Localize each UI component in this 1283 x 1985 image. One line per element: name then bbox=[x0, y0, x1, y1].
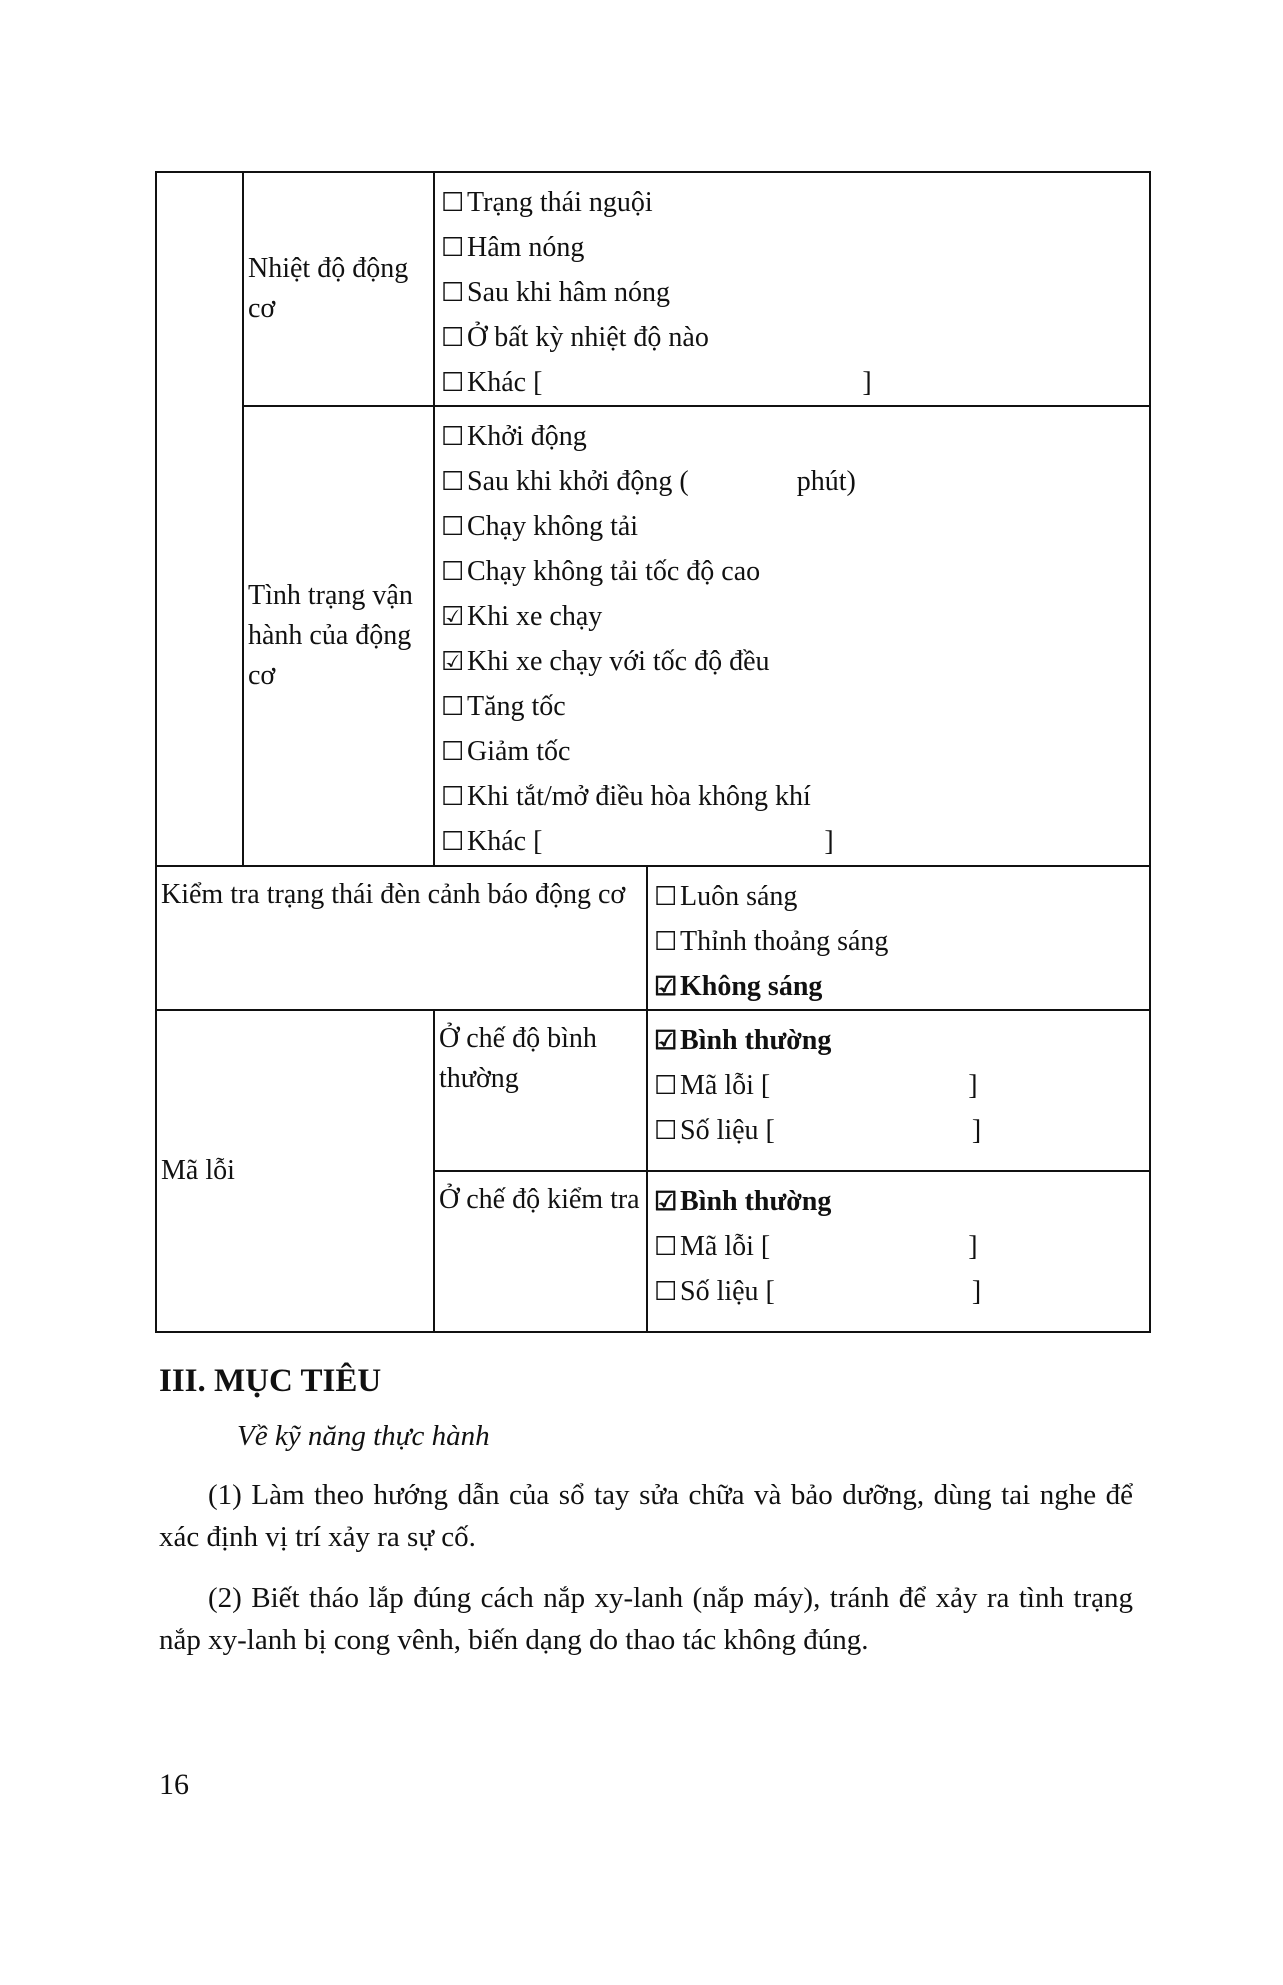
normal-mode-options bbox=[647, 1010, 1150, 1171]
test-mode-label: Ở chế độ kiểm tra bbox=[439, 1184, 640, 1215]
engine-state-options bbox=[434, 406, 1150, 866]
test-mode-label-cell bbox=[434, 1171, 647, 1332]
engine-state-label: Tình trạng vận hành của động cơ bbox=[248, 580, 413, 691]
engine-state-label-cell bbox=[243, 406, 434, 866]
checkbox-empty-icon[interactable]: ☐ bbox=[654, 1116, 678, 1145]
option-test-status[interactable]: ☑Bình thường bbox=[654, 1179, 1143, 1224]
option-cold[interactable]: ☐Trạng thái nguội bbox=[441, 180, 1143, 225]
error-code-label: Mã lỗi bbox=[161, 1155, 235, 1186]
option-not-on[interactable]: ☑Không sáng bbox=[654, 964, 1143, 1009]
diagnosis-form-table bbox=[155, 171, 1151, 1333]
checkbox-empty-icon[interactable]: ☐ bbox=[441, 692, 465, 721]
checkbox-checked-icon[interactable]: ☑ bbox=[441, 602, 465, 631]
section-heading: III. MỤC TIÊU bbox=[159, 1363, 382, 1399]
option-test-data[interactable]: ☐Số liệu [ ] bbox=[654, 1269, 1143, 1314]
paragraph-2: (2) Biết tháo lắp đúng cách nắp xy-lanh (nắp máy), tránh để xảy ra tình trạng nắp xy-lanh bị cong vênh, biến dạng do thao tác không đúng. bbox=[159, 1582, 1133, 1656]
checkbox-empty-icon[interactable]: ☐ bbox=[654, 1232, 678, 1261]
warning-light-label-cell bbox=[156, 866, 647, 1010]
option-ac-toggle[interactable]: ☐Khi tắt/mở điều hòa không khí bbox=[441, 774, 1143, 819]
normal-mode-label: Ở chế độ bình thường bbox=[439, 1023, 597, 1094]
checkbox-empty-icon[interactable]: ☐ bbox=[654, 882, 678, 911]
option-after-warming[interactable]: ☐Sau khi hâm nóng bbox=[441, 270, 1143, 315]
checkbox-empty-icon[interactable]: ☐ bbox=[441, 557, 465, 586]
option-any-temp[interactable]: ☐Ở bất kỳ nhiệt độ nào bbox=[441, 315, 1143, 360]
checkbox-empty-icon[interactable]: ☐ bbox=[441, 737, 465, 766]
option-normal-code[interactable]: ☐Mã lỗi [ ] bbox=[654, 1063, 1143, 1108]
option-other-state[interactable]: ☐Khác [ ] bbox=[441, 819, 1143, 864]
option-start[interactable]: ☐Khởi động bbox=[441, 414, 1143, 459]
checkbox-empty-icon[interactable]: ☐ bbox=[441, 827, 465, 856]
checkbox-checked-icon[interactable]: ☑ bbox=[441, 647, 465, 676]
paragraph-1: (1) Làm theo hướng dẫn của sổ tay sửa chữa và bảo dưỡng, dùng tai nghe để xác định vị trí xảy ra sự cố. bbox=[159, 1479, 1133, 1553]
option-constant-speed[interactable]: ☑Khi xe chạy với tốc độ đều bbox=[441, 639, 1143, 684]
option-test-code[interactable]: ☐Mã lỗi [ ] bbox=[654, 1224, 1143, 1269]
checkbox-empty-icon[interactable]: ☐ bbox=[654, 1071, 678, 1100]
option-accelerate[interactable]: ☐Tăng tốc bbox=[441, 684, 1143, 729]
blank-cell bbox=[156, 172, 243, 866]
option-always-on[interactable]: ☐Luôn sáng bbox=[654, 874, 1143, 919]
option-sometimes-on[interactable]: ☐Thỉnh thoảng sáng bbox=[654, 919, 1143, 964]
checkbox-empty-icon[interactable]: ☐ bbox=[441, 278, 465, 307]
option-driving[interactable]: ☑Khi xe chạy bbox=[441, 594, 1143, 639]
option-normal-status[interactable]: ☑Bình thường bbox=[654, 1018, 1143, 1063]
option-warming[interactable]: ☐Hâm nóng bbox=[441, 225, 1143, 270]
checkbox-empty-icon[interactable]: ☐ bbox=[441, 233, 465, 262]
checkbox-empty-icon[interactable]: ☐ bbox=[654, 927, 678, 956]
checkbox-empty-icon[interactable]: ☐ bbox=[441, 512, 465, 541]
checkbox-empty-icon[interactable]: ☐ bbox=[441, 467, 465, 496]
option-idle[interactable]: ☐Chạy không tải bbox=[441, 504, 1143, 549]
checkbox-empty-icon[interactable]: ☐ bbox=[441, 368, 465, 397]
option-decelerate[interactable]: ☐Giảm tốc bbox=[441, 729, 1143, 774]
error-code-label-cell bbox=[156, 1010, 434, 1332]
checkbox-empty-icon[interactable]: ☐ bbox=[441, 188, 465, 217]
checkbox-empty-icon[interactable]: ☐ bbox=[654, 1277, 678, 1306]
checkbox-checked-icon[interactable]: ☑ bbox=[654, 972, 678, 1001]
test-mode-options bbox=[647, 1171, 1150, 1332]
checkbox-checked-icon[interactable]: ☑ bbox=[654, 1026, 678, 1055]
option-other-temp[interactable]: ☐Khác [ ] bbox=[441, 360, 1143, 405]
engine-temp-label-cell bbox=[243, 172, 434, 406]
normal-mode-label-cell bbox=[434, 1010, 647, 1171]
engine-temp-options bbox=[434, 172, 1150, 406]
page-number: 16 bbox=[159, 1768, 189, 1801]
engine-temp-label: Nhiệt độ động cơ bbox=[248, 253, 409, 324]
warning-light-label: Kiểm tra trạng thái đèn cảnh báo động cơ bbox=[161, 879, 626, 910]
warning-light-options bbox=[647, 866, 1150, 1010]
section-subheading: Về kỹ năng thực hành bbox=[237, 1420, 490, 1452]
checkbox-empty-icon[interactable]: ☐ bbox=[441, 782, 465, 811]
option-high-idle[interactable]: ☐Chạy không tải tốc độ cao bbox=[441, 549, 1143, 594]
checkbox-empty-icon[interactable]: ☐ bbox=[441, 422, 465, 451]
option-after-start[interactable]: ☐Sau khi khởi động ( phút) bbox=[441, 459, 1143, 504]
checkbox-empty-icon[interactable]: ☐ bbox=[441, 323, 465, 352]
checkbox-checked-icon[interactable]: ☑ bbox=[654, 1187, 678, 1216]
option-normal-data[interactable]: ☐Số liệu [ ] bbox=[654, 1108, 1143, 1153]
